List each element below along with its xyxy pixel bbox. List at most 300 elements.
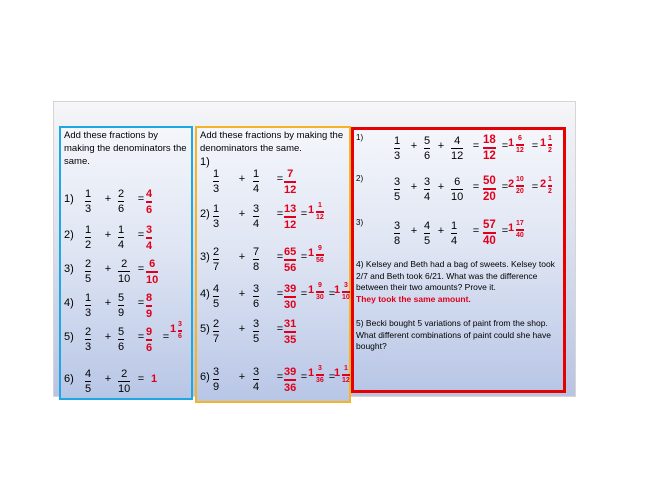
denominator: 30	[316, 293, 324, 301]
fraction-bar	[178, 330, 182, 332]
simplified-mixed-number-fraction	[342, 365, 350, 385]
answer-fraction	[284, 203, 296, 231]
problem-number: 2)	[200, 208, 210, 220]
problem-number: 6)	[64, 373, 74, 385]
denominator: 12	[342, 376, 350, 384]
numerator: 31	[284, 318, 297, 330]
fraction-addend-1	[213, 246, 219, 273]
denominator: 3	[394, 150, 401, 162]
numerator: 1	[451, 220, 458, 232]
denominator: 3	[85, 307, 92, 319]
fraction-addend-3	[451, 176, 463, 203]
problem-number: 5)	[200, 323, 210, 335]
plus-sign: +	[410, 140, 418, 152]
numerator: 7	[287, 168, 294, 180]
equals-sign: =	[328, 371, 336, 383]
problem-number: 2)	[356, 174, 364, 183]
fraction-bar	[284, 181, 296, 183]
fraction-bar	[316, 254, 324, 256]
answer-fraction	[146, 258, 158, 286]
plus-sign: +	[238, 173, 246, 185]
fraction-bar	[118, 305, 124, 306]
denominator: 4	[118, 239, 125, 251]
denominator: 5	[394, 191, 401, 203]
answer-fraction	[146, 224, 152, 252]
denominator: 4	[451, 235, 458, 247]
word-problem-4-answer: They took the same amount.	[356, 294, 471, 304]
fraction-addend-1	[213, 318, 219, 345]
fraction-bar	[284, 331, 296, 333]
fraction-bar	[483, 232, 496, 234]
numerator: 2	[121, 368, 128, 380]
fraction-bar	[451, 233, 457, 234]
numerator: 3	[213, 366, 220, 378]
answer-mixed-number-whole: 1	[308, 284, 315, 296]
numerator: 3	[146, 224, 153, 236]
plus-sign: +	[437, 181, 445, 193]
numerator: 1	[213, 168, 220, 180]
fraction-addend-2	[424, 135, 430, 162]
answer-mixed-number-fraction	[516, 176, 524, 196]
denominator: 5	[424, 235, 431, 247]
fraction-addend-1	[213, 283, 219, 310]
fraction-addend-2	[118, 224, 124, 251]
denominator: 12	[451, 150, 464, 162]
numerator: 1	[548, 135, 552, 142]
denominator: 20	[483, 190, 496, 203]
answer-mixed-number-fraction	[316, 245, 324, 265]
problem-number: 1)	[356, 133, 364, 142]
plus-sign: +	[410, 181, 418, 193]
fraction-bar	[253, 259, 259, 260]
equals-sign: =	[137, 373, 145, 385]
numerator: 57	[483, 219, 496, 231]
fraction-bar	[85, 201, 91, 202]
answer-mixed-number-fraction	[516, 220, 524, 240]
answer-mixed-number-whole: 1	[508, 222, 515, 234]
numerator: 2	[213, 318, 220, 330]
fraction-addend-2	[253, 366, 259, 393]
answer-fraction	[146, 292, 152, 320]
numerator: 5	[118, 292, 125, 304]
equals-sign: =	[276, 288, 284, 300]
fraction-bar	[213, 379, 219, 380]
plus-sign: +	[104, 297, 112, 309]
numerator: 6	[149, 258, 156, 270]
plus-sign: +	[238, 371, 246, 383]
equals-sign: =	[472, 181, 480, 193]
numerator: 3	[317, 365, 322, 372]
fraction-bar	[118, 271, 130, 272]
equals-sign: =	[137, 297, 145, 309]
numerator: 3	[343, 282, 348, 289]
fraction-bar	[284, 296, 296, 298]
fraction-addend-1	[394, 135, 400, 162]
numerator: 9	[146, 326, 153, 338]
numerator: 10	[516, 176, 524, 183]
denominator: 6	[253, 298, 260, 310]
fraction-addend-2	[253, 246, 259, 273]
fraction-addend-1	[85, 292, 91, 319]
denominator: 3	[213, 218, 220, 230]
denominator: 3	[85, 203, 92, 215]
equals-sign: =	[276, 323, 284, 335]
simplified-mixed-number-whole: 2	[540, 178, 547, 190]
instruction-text: Add these fractions by making the denominators the same.	[64, 130, 187, 167]
numerator: 1	[213, 203, 220, 215]
denominator: 9	[213, 381, 220, 393]
word-problem-4: 4) Kelsey and Beth had a bag of sweets. Kelsey took 2/7 and Beth took 6/21. What was the difference between their two amounts? Prove it.	[356, 259, 555, 292]
problem-number: 2)	[64, 229, 74, 241]
numerator: 13	[284, 203, 297, 215]
denominator: 5	[85, 273, 92, 285]
fraction-addend-2	[253, 203, 259, 230]
denominator: 4	[253, 183, 260, 195]
fraction-addend-1	[394, 176, 400, 203]
numerator: 39	[284, 283, 297, 295]
fraction-bar	[284, 379, 296, 381]
denominator: 30	[284, 298, 297, 311]
numerator: 39	[284, 366, 297, 378]
numerator: 9	[317, 245, 322, 252]
numerator: 6	[454, 176, 461, 188]
answer-mixed-number-fraction	[316, 365, 324, 385]
problem-number: 4)	[200, 288, 210, 300]
answer-mixed-number-whole: 1	[308, 204, 315, 216]
fraction-addend-1	[85, 368, 91, 395]
fraction-bar	[253, 296, 259, 297]
fraction-bar	[316, 374, 324, 376]
equals-sign: =	[328, 288, 336, 300]
word-problem-5: 5) Becki bought 5 variations of paint from the shop. What different combinations of paint could she have bought?	[356, 318, 551, 351]
fraction-bar	[342, 291, 350, 293]
fraction-addend-1	[85, 224, 91, 251]
fraction-bar	[394, 233, 400, 234]
fraction-addend-3	[451, 220, 457, 247]
problem-number: 5)	[64, 331, 74, 343]
fraction-bar	[213, 216, 219, 217]
denominator: 12	[316, 213, 324, 221]
plus-sign: +	[104, 193, 112, 205]
answer-fraction	[146, 188, 152, 216]
fraction-addend-2	[118, 188, 124, 215]
denominator: 2	[85, 239, 92, 251]
denominator: 4	[424, 191, 431, 203]
denominator: 10	[342, 293, 350, 301]
problem-number: 3)	[64, 263, 74, 275]
fraction-bar	[118, 381, 130, 382]
numerator: 2	[213, 246, 220, 258]
answer-mixed-number-fraction	[316, 202, 324, 222]
numerator: 3	[394, 220, 401, 232]
fraction-bar	[146, 305, 152, 307]
denominator: 36	[316, 376, 324, 384]
fraction-bar	[516, 185, 524, 187]
fraction-bar	[118, 201, 124, 202]
fraction-bar	[118, 237, 124, 238]
equals-sign: =	[162, 331, 170, 343]
fraction-bar	[424, 233, 430, 234]
numerator: 3	[253, 283, 260, 295]
problem-number: 6)	[200, 371, 210, 383]
equals-sign: =	[501, 140, 509, 152]
fraction-bar	[394, 148, 400, 149]
plus-sign: +	[104, 331, 112, 343]
fraction-bar	[85, 339, 91, 340]
numerator: 1	[548, 176, 552, 183]
answer-fraction	[483, 134, 496, 162]
answer-mixed-number-whole: 1	[170, 323, 177, 335]
numerator: 4	[146, 188, 153, 200]
fraction-addend-1	[85, 326, 91, 353]
denominator: 2	[548, 187, 552, 195]
equals-sign: =	[137, 229, 145, 241]
numerator: 18	[483, 134, 496, 146]
plus-sign: +	[238, 323, 246, 335]
plus-sign: +	[104, 373, 112, 385]
fraction-bar	[213, 181, 219, 182]
plus-sign: +	[238, 208, 246, 220]
plus-sign: +	[437, 225, 445, 237]
fraction-bar	[451, 189, 463, 190]
denominator: 12	[516, 146, 524, 154]
numerator: 2	[118, 188, 125, 200]
numerator: 1	[85, 224, 92, 236]
denominator: 2	[548, 146, 552, 154]
fraction-bar	[284, 259, 296, 261]
fraction-bar	[342, 374, 350, 376]
simplified-mixed-number-fraction	[548, 135, 552, 155]
answer-fraction	[284, 246, 296, 274]
simplified-mixed-number-fraction	[342, 282, 350, 302]
fraction-addend-1	[394, 220, 400, 247]
denominator: 4	[253, 381, 260, 393]
equals-sign: =	[300, 288, 308, 300]
fraction-bar	[213, 296, 219, 297]
simplified-mixed-number-fraction	[548, 176, 552, 196]
equals-sign: =	[137, 193, 145, 205]
numerator: 4	[454, 135, 461, 147]
equals-sign: =	[472, 225, 480, 237]
fraction-addend-2	[424, 220, 430, 247]
equals-sign: =	[276, 251, 284, 263]
equals-sign: =	[137, 331, 145, 343]
denominator: 4	[253, 218, 260, 230]
plus-sign: +	[238, 288, 246, 300]
fraction-addend-1	[213, 366, 219, 393]
equals-sign: =	[472, 140, 480, 152]
answer-mixed-number-fraction	[316, 282, 324, 302]
numerator: 7	[253, 246, 260, 258]
fraction-bar	[316, 291, 324, 293]
plus-sign: +	[104, 263, 112, 275]
denominator: 3	[213, 183, 220, 195]
numerator: 2	[85, 258, 92, 270]
numerator: 5	[424, 135, 431, 147]
denominator: 8	[394, 235, 401, 247]
denominator: 35	[284, 333, 297, 346]
plus-sign: +	[410, 225, 418, 237]
simplified-mixed-number-whole: 1	[540, 137, 547, 149]
numerator: 1	[394, 135, 401, 147]
numerator: 1	[85, 292, 92, 304]
equals-sign: =	[300, 371, 308, 383]
fraction-bar	[253, 379, 259, 380]
numerator: 3	[253, 366, 260, 378]
numerator: 3	[394, 176, 401, 188]
answer-mixed-number-fraction	[516, 135, 524, 155]
fraction-addend-1	[85, 188, 91, 215]
fraction-bar	[316, 211, 324, 213]
denominator: 56	[316, 256, 324, 264]
numerator: 1	[317, 202, 322, 209]
numerator: 4	[424, 220, 431, 232]
equals-sign: =	[276, 173, 284, 185]
answer-whole-number: 1	[151, 373, 158, 385]
fraction-bar	[146, 201, 152, 203]
denominator: 6	[424, 150, 431, 162]
fraction-addend-1	[213, 203, 219, 230]
plus-sign: +	[104, 229, 112, 241]
numerator: 17	[516, 220, 524, 227]
equals-sign: =	[137, 263, 145, 275]
numerator: 9	[317, 282, 322, 289]
numerator: 1	[85, 188, 92, 200]
fraction-bar	[424, 148, 430, 149]
equals-sign: =	[531, 140, 539, 152]
denominator: 10	[146, 273, 159, 286]
equals-sign: =	[501, 181, 509, 193]
answer-mixed-number-whole: 1	[508, 137, 515, 149]
fraction-addend-2	[424, 176, 430, 203]
numerator: 4	[85, 368, 92, 380]
denominator: 5	[253, 333, 260, 345]
fraction-bar	[146, 237, 152, 239]
denominator: 4	[146, 239, 153, 252]
denominator: 10	[118, 273, 131, 285]
numerator: 6	[517, 135, 522, 142]
denominator: 40	[483, 234, 496, 247]
denominator: 9	[118, 307, 125, 319]
fraction-addend-3	[451, 135, 463, 162]
denominator: 6	[178, 332, 182, 340]
plus-sign: +	[238, 251, 246, 263]
denominator: 5	[85, 383, 92, 395]
denominator: 8	[253, 261, 260, 273]
denominator: 6	[118, 341, 125, 353]
fraction-bar	[424, 189, 430, 190]
answer-mixed-number-whole: 1	[308, 247, 315, 259]
fraction-bar	[483, 188, 496, 190]
numerator: 3	[253, 203, 260, 215]
numerator: 1	[343, 365, 348, 372]
problem-number: 3)	[356, 218, 364, 227]
numerator: 4	[213, 283, 220, 295]
denominator: 20	[516, 187, 524, 195]
problem-number: 1)	[64, 193, 74, 205]
fraction-bar	[85, 381, 91, 382]
equals-sign: =	[276, 371, 284, 383]
numerator: 1	[118, 224, 125, 236]
numerator: 1	[253, 168, 260, 180]
fraction-bar	[146, 271, 158, 273]
fraction-bar	[253, 216, 259, 217]
problem-number: 3)	[200, 251, 210, 263]
fraction-addend-2	[118, 326, 124, 353]
denominator: 40	[516, 231, 524, 239]
denominator: 9	[146, 307, 153, 320]
simplified-mixed-number-whole: 1	[334, 284, 341, 296]
plus-sign: +	[437, 140, 445, 152]
answer-fraction	[284, 283, 296, 311]
fraction-bar	[548, 144, 552, 146]
answer-fraction	[284, 366, 296, 394]
answer-fraction	[284, 168, 296, 196]
denominator: 36	[284, 381, 297, 394]
fraction-addend-2	[118, 292, 124, 319]
numerator: 8	[146, 292, 153, 304]
denominator: 6	[146, 203, 153, 216]
numerator: 2	[85, 326, 92, 338]
equals-sign: =	[300, 208, 308, 220]
simplified-mixed-number-whole: 1	[334, 367, 341, 379]
fraction-bar	[85, 271, 91, 272]
fraction-addend-2	[118, 368, 130, 395]
denominator: 56	[284, 261, 297, 274]
equals-sign: =	[531, 181, 539, 193]
fraction-bar	[118, 339, 124, 340]
fraction-bar	[213, 331, 219, 332]
fraction-bar	[85, 237, 91, 238]
answer-mixed-number-whole: 1	[308, 367, 315, 379]
denominator: 7	[213, 333, 220, 345]
fraction-bar	[146, 339, 152, 341]
problem-number: 1)	[200, 156, 210, 168]
fraction-addend-2	[253, 283, 259, 310]
answer-fraction	[483, 219, 496, 247]
fraction-addend-2	[118, 258, 130, 285]
denominator: 10	[118, 383, 131, 395]
fraction-addend-2	[253, 318, 259, 345]
denominator: 5	[213, 298, 220, 310]
fraction-bar	[394, 189, 400, 190]
fraction-addend-2	[253, 168, 259, 195]
fraction-bar	[548, 185, 552, 187]
fraction-bar	[516, 229, 524, 231]
fraction-bar	[451, 148, 463, 149]
fraction-bar	[516, 144, 524, 146]
instruction-text: Add these fractions by making the denominators the same.	[200, 130, 344, 154]
numerator: 65	[284, 246, 297, 258]
problem-number: 4)	[64, 297, 74, 309]
fraction-bar	[253, 331, 259, 332]
answer-mixed-number-fraction	[178, 321, 182, 341]
numerator: 3	[178, 321, 182, 328]
fraction-bar	[253, 181, 259, 182]
fraction-addend-1	[213, 168, 219, 195]
answer-fraction	[146, 326, 152, 354]
denominator: 6	[146, 341, 153, 354]
answer-mixed-number-whole: 2	[508, 178, 515, 190]
answer-fraction	[284, 318, 296, 346]
denominator: 10	[451, 191, 464, 203]
answer-fraction	[483, 175, 496, 203]
fraction-bar	[284, 216, 296, 218]
numerator: 50	[483, 175, 496, 187]
equals-sign: =	[501, 225, 509, 237]
denominator: 7	[213, 261, 220, 273]
denominator: 12	[284, 218, 297, 231]
